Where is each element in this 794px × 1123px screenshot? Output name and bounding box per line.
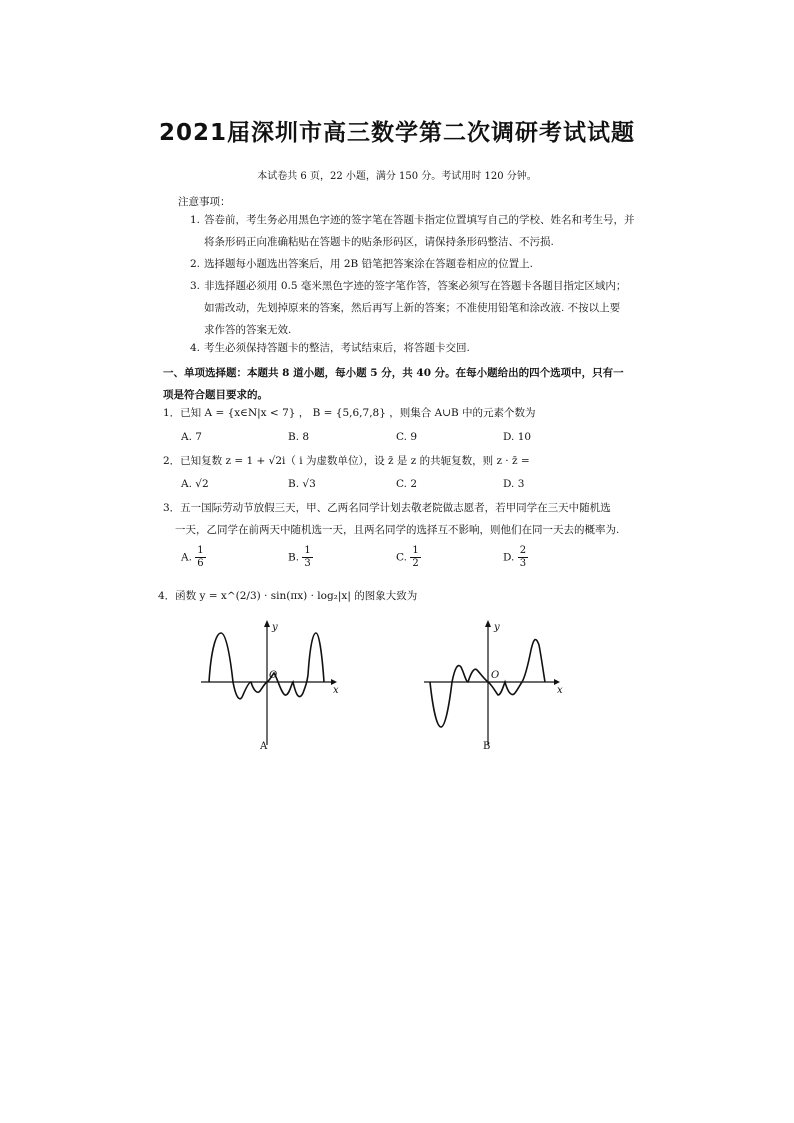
- numerator: 1: [197, 545, 204, 556]
- notice-number: 3.: [190, 280, 201, 292]
- graph-label-b: B: [483, 741, 491, 752]
- notice-text: 选择题每小题选出答案后，用 2B 铅笔把答案涂在答题卷相应的位置上.: [204, 258, 533, 270]
- notice-number: 1.: [190, 214, 201, 226]
- option-b: [288, 545, 313, 570]
- graph-label-a: A: [260, 741, 268, 752]
- graph-option-b: [418, 615, 568, 760]
- origin-label: O: [269, 670, 278, 681]
- y-axis-arrow: [264, 620, 270, 627]
- question-3-stem: [163, 497, 643, 541]
- denominator: 3: [519, 558, 527, 569]
- option-c: C. 9: [396, 431, 418, 443]
- option-b: B. √3: [288, 478, 316, 490]
- denominator: 2: [412, 558, 419, 569]
- numerator: 1: [304, 545, 311, 556]
- option-b: B. 8: [288, 431, 310, 443]
- notice-text: 将条形码正向准确粘贴在答题卡的贴条形码区，请保持条形码整洁、不污损.: [204, 236, 554, 248]
- option-c: C. 2: [396, 478, 418, 490]
- page-title: 2021届深圳市高三数学第二次调研考试试题: [158, 120, 635, 146]
- notice-item-4: [190, 337, 640, 359]
- notice-text: 非选择题必须用 0.5 毫米黑色字迹的签字笔作答，答案必须写在答题卡各题目指定区域内；: [204, 280, 627, 292]
- notice-item-2: [190, 253, 640, 275]
- y-axis-label: y: [494, 622, 500, 633]
- notice-text: 求作答的答案无效.: [204, 324, 292, 336]
- exam-subtitle: 本试卷共 6 页，22 小题，满分 150 分。考试用时 120 分钟。: [257, 171, 537, 182]
- notice-number: 4.: [190, 342, 201, 354]
- y-axis-label: y: [272, 622, 278, 633]
- question-3-line: 3．五一国际劳动节放假三天，甲、乙两名同学计划去敬老院做志愿者，若甲同学在三天中随机选: [163, 502, 611, 514]
- notice-text: 考生必须保持答题卡的整洁，考试结束后，将答题卡交回.: [204, 342, 470, 354]
- option-letter: C.: [396, 551, 407, 564]
- x-axis-label: x: [333, 685, 339, 696]
- question-3-line: 一天，乙同学在前两天中随机选一天，且两名同学的选择互不影响，则他们在同一天去的概率为.: [175, 524, 620, 536]
- option-a: A. 7: [181, 431, 202, 443]
- numerator: 1: [412, 545, 419, 556]
- numerator: 2: [519, 545, 527, 556]
- fraction: [195, 545, 205, 570]
- option-a: A. √2: [181, 478, 209, 490]
- option-d: [503, 545, 528, 570]
- question-1-stem: 1．已知 A = {x∈N|x < 7} ， B = {5,6,7,8} ，则集合 A∪B 中的元素个数为: [163, 407, 536, 419]
- question-2-stem: 2．已知复数 z = 1 + √2i（ i 为虚数单位），设 z̄ 是 z 的共轭复数，则 z · z̄ =: [163, 455, 530, 467]
- option-a: [181, 545, 206, 570]
- fraction: [302, 545, 312, 570]
- notice-text: 答卷前，考生务必用黑色字迹的签字笔在答题卡指定位置填写自己的学校、姓名和考生号，并: [204, 214, 635, 226]
- fraction: [518, 545, 528, 570]
- notice-item-1: [190, 209, 640, 253]
- notice-item-3: [190, 275, 640, 341]
- section-line: 项是符合题目要求的。: [163, 389, 268, 401]
- option-d: D. 10: [503, 431, 532, 443]
- option-c: [396, 545, 421, 570]
- y-axis-arrow: [485, 620, 491, 627]
- option-d: D. 3: [503, 478, 525, 490]
- x-axis-label: x: [557, 685, 563, 696]
- graph-option-a: [195, 615, 345, 760]
- notice-text: 如需改动，先划掉原来的答案，然后再写上新的答案；不准使用铅笔和涂改液. 不按以上要: [204, 302, 621, 314]
- denominator: 3: [304, 558, 311, 569]
- option-letter: D.: [503, 551, 515, 564]
- section-heading: [163, 362, 639, 406]
- origin-label: O: [491, 670, 500, 681]
- question-4-stem: 4．函数 y = x^(2/3) · sin(πx) · log₂|x| 的图象大致为: [158, 590, 418, 602]
- option-letter: A.: [181, 551, 192, 564]
- fraction: [410, 545, 420, 570]
- notice-heading: 注意事项：: [178, 196, 231, 208]
- denominator: 6: [197, 558, 204, 569]
- option-letter: B.: [288, 551, 300, 564]
- notice-number: 2.: [190, 258, 201, 270]
- section-line: 一、单项选择题：本题共 8 道小题，每小题 5 分，共 40 分。在每小题给出的四个选项中，只有一: [163, 367, 624, 379]
